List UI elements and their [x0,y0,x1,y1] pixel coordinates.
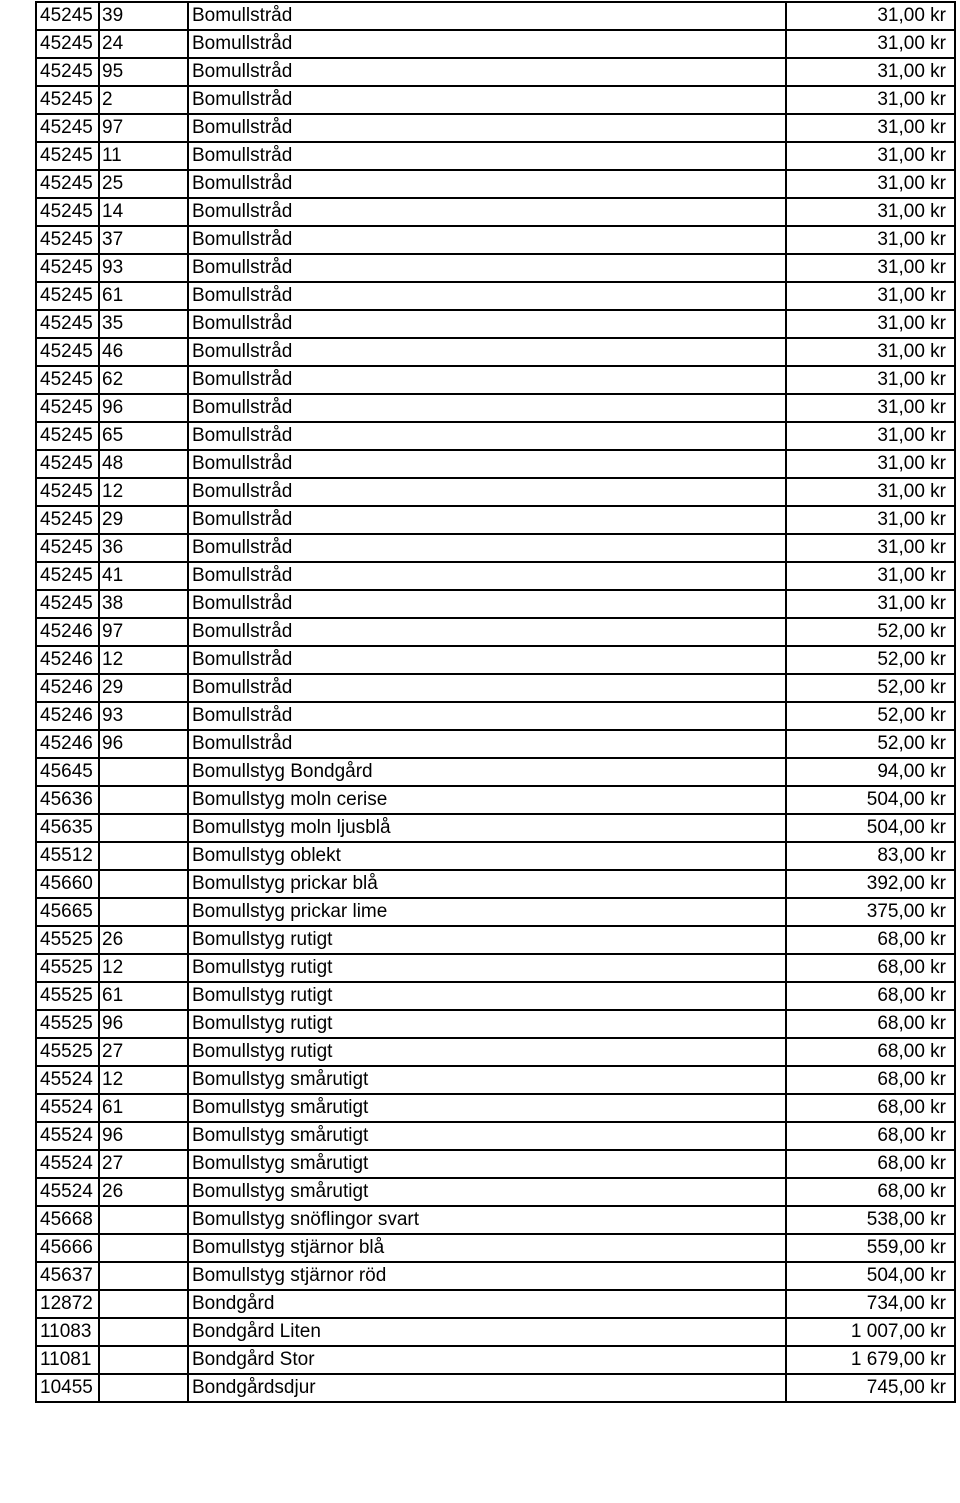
price-cell: 504,00 kr [786,786,955,814]
article-code-cell: 45246 [36,702,99,730]
variant-code-cell [99,1346,188,1374]
article-code-cell: 45524 [36,1094,99,1122]
article-code-cell: 45245 [36,254,99,282]
product-name-cell: Bomullstråd [188,114,786,142]
variant-code-cell: 39 [99,2,188,30]
product-name-cell: Bomullstråd [188,618,786,646]
price-cell: 94,00 kr [786,758,955,786]
article-code-cell: 45660 [36,870,99,898]
variant-code-cell: 11 [99,142,188,170]
price-cell: 68,00 kr [786,1178,955,1206]
table-row [36,58,955,86]
article-code-cell: 45245 [36,2,99,30]
table-row [36,702,955,730]
price-cell: 31,00 kr [786,282,955,310]
price-cell: 31,00 kr [786,478,955,506]
variant-code-cell: 62 [99,366,188,394]
variant-code-cell: 97 [99,618,188,646]
price-cell: 31,00 kr [786,590,955,618]
variant-code-cell: 12 [99,1066,188,1094]
price-cell: 68,00 kr [786,982,955,1010]
price-cell: 31,00 kr [786,58,955,86]
table-row [36,170,955,198]
article-code-cell: 45524 [36,1122,99,1150]
price-cell: 31,00 kr [786,366,955,394]
article-code-cell: 12872 [36,1290,99,1318]
table-row [36,450,955,478]
product-name-cell: Bomullstyg smårutigt [188,1066,786,1094]
variant-code-cell: 29 [99,674,188,702]
product-name-cell: Bomullstråd [188,702,786,730]
article-code-cell: 45524 [36,1066,99,1094]
product-name-cell: Bomullstråd [188,478,786,506]
variant-code-cell: 26 [99,1178,188,1206]
price-cell: 734,00 kr [786,1290,955,1318]
article-code-cell: 45666 [36,1234,99,1262]
price-cell: 31,00 kr [786,2,955,30]
product-name-cell: Bomullstråd [188,422,786,450]
product-name-cell: Bomullstråd [188,394,786,422]
table-row [36,982,955,1010]
price-cell: 52,00 kr [786,646,955,674]
price-cell: 31,00 kr [786,254,955,282]
table-row [36,842,955,870]
table-row [36,142,955,170]
article-code-cell: 45245 [36,170,99,198]
table-row [36,366,955,394]
variant-code-cell [99,842,188,870]
price-cell: 31,00 kr [786,422,955,450]
table-row [36,478,955,506]
article-code-cell: 45245 [36,310,99,338]
product-name-cell: Bomullstyg rutigt [188,926,786,954]
article-code-cell: 45246 [36,674,99,702]
variant-code-cell: 35 [99,310,188,338]
product-name-cell: Bomullstyg moln cerise [188,786,786,814]
article-code-cell: 45524 [36,1178,99,1206]
price-cell: 31,00 kr [786,450,955,478]
table-row [36,898,955,926]
table-row [36,338,955,366]
table-row [36,114,955,142]
product-name-cell: Bomullstråd [188,534,786,562]
price-cell: 31,00 kr [786,198,955,226]
variant-code-cell: 36 [99,534,188,562]
variant-code-cell: 96 [99,1122,188,1150]
variant-code-cell: 46 [99,338,188,366]
variant-code-cell: 61 [99,982,188,1010]
price-cell: 68,00 kr [786,1094,955,1122]
table-row [36,226,955,254]
price-cell: 1 007,00 kr [786,1318,955,1346]
product-name-cell: Bomullstråd [188,674,786,702]
product-name-cell: Bomullstyg smårutigt [188,1094,786,1122]
variant-code-cell [99,786,188,814]
product-name-cell: Bomullstyg prickar blå [188,870,786,898]
variant-code-cell [99,814,188,842]
variant-code-cell: 12 [99,646,188,674]
price-cell: 83,00 kr [786,842,955,870]
product-name-cell: Bomullstråd [188,170,786,198]
variant-code-cell: 12 [99,954,188,982]
article-code-cell: 45245 [36,422,99,450]
price-cell: 392,00 kr [786,870,955,898]
price-cell: 31,00 kr [786,310,955,338]
product-name-cell: Bomullstråd [188,730,786,758]
product-name-cell: Bomullstyg rutigt [188,1010,786,1038]
table-row [36,562,955,590]
table-row [36,30,955,58]
price-list-body [36,2,955,1402]
variant-code-cell: 61 [99,1094,188,1122]
product-name-cell: Bomullstråd [188,366,786,394]
article-code-cell: 45245 [36,58,99,86]
price-cell: 31,00 kr [786,142,955,170]
price-cell: 31,00 kr [786,562,955,590]
price-cell: 68,00 kr [786,954,955,982]
product-name-cell: Bomullstyg stjärnor blå [188,1234,786,1262]
table-row [36,282,955,310]
price-cell: 1 679,00 kr [786,1346,955,1374]
article-code-cell: 45245 [36,86,99,114]
product-name-cell: Bomullstråd [188,142,786,170]
variant-code-cell: 2 [99,86,188,114]
product-name-cell: Bondgårdsdjur [188,1374,786,1402]
table-row [36,1094,955,1122]
article-code-cell: 45668 [36,1206,99,1234]
article-code-cell: 45245 [36,394,99,422]
price-cell: 68,00 kr [786,926,955,954]
article-code-cell: 45246 [36,646,99,674]
variant-code-cell: 96 [99,394,188,422]
variant-code-cell: 61 [99,282,188,310]
product-name-cell: Bomullstråd [188,338,786,366]
article-code-cell: 45525 [36,926,99,954]
product-name-cell: Bomullstyg oblekt [188,842,786,870]
variant-code-cell: 95 [99,58,188,86]
article-code-cell: 45245 [36,338,99,366]
variant-code-cell: 37 [99,226,188,254]
variant-code-cell: 65 [99,422,188,450]
article-code-cell: 45245 [36,450,99,478]
price-cell: 504,00 kr [786,814,955,842]
table-row [36,2,955,30]
price-cell: 52,00 kr [786,674,955,702]
price-cell: 559,00 kr [786,1234,955,1262]
article-code-cell: 45525 [36,1038,99,1066]
table-row [36,674,955,702]
variant-code-cell: 14 [99,198,188,226]
price-cell: 31,00 kr [786,506,955,534]
article-code-cell: 45245 [36,282,99,310]
price-cell: 68,00 kr [786,1038,955,1066]
product-name-cell: Bomullstråd [188,198,786,226]
product-name-cell: Bomullstyg Bondgård [188,758,786,786]
variant-code-cell: 26 [99,926,188,954]
table-row [36,86,955,114]
product-name-cell: Bomullstråd [188,562,786,590]
article-code-cell: 45245 [36,142,99,170]
variant-code-cell: 38 [99,590,188,618]
variant-code-cell: 93 [99,254,188,282]
product-name-cell: Bomullstyg snöflingor svart [188,1206,786,1234]
price-cell: 52,00 kr [786,618,955,646]
price-cell: 745,00 kr [786,1374,955,1402]
variant-code-cell: 93 [99,702,188,730]
product-name-cell: Bomullstyg smårutigt [188,1150,786,1178]
variant-code-cell: 27 [99,1038,188,1066]
article-code-cell: 10455 [36,1374,99,1402]
product-name-cell: Bomullstråd [188,86,786,114]
table-row [36,198,955,226]
article-code-cell: 45512 [36,842,99,870]
article-code-cell: 45525 [36,982,99,1010]
table-row [36,394,955,422]
variant-code-cell: 96 [99,1010,188,1038]
variant-code-cell: 29 [99,506,188,534]
variant-code-cell: 96 [99,730,188,758]
article-code-cell: 45665 [36,898,99,926]
product-name-cell: Bomullstråd [188,2,786,30]
price-cell: 31,00 kr [786,170,955,198]
table-row [36,534,955,562]
article-code-cell: 45636 [36,786,99,814]
table-row [36,1122,955,1150]
variant-code-cell: 41 [99,562,188,590]
table-row [36,1346,955,1374]
article-code-cell: 45525 [36,954,99,982]
price-cell: 31,00 kr [786,338,955,366]
table-row [36,954,955,982]
variant-code-cell [99,1234,188,1262]
table-row [36,1010,955,1038]
variant-code-cell [99,870,188,898]
article-code-cell: 45245 [36,590,99,618]
product-name-cell: Bomullstråd [188,646,786,674]
variant-code-cell: 24 [99,30,188,58]
product-name-cell: Bomullstråd [188,254,786,282]
product-name-cell: Bomullstyg stjärnor röd [188,1262,786,1290]
article-code-cell: 45245 [36,562,99,590]
article-code-cell: 45525 [36,1010,99,1038]
article-code-cell: 45245 [36,198,99,226]
table-row [36,618,955,646]
price-cell: 68,00 kr [786,1122,955,1150]
table-row [36,1318,955,1346]
variant-code-cell: 97 [99,114,188,142]
article-code-cell: 45245 [36,506,99,534]
table-row [36,926,955,954]
table-row [36,730,955,758]
product-name-cell: Bomullstråd [188,310,786,338]
product-name-cell: Bomullstyg rutigt [188,1038,786,1066]
price-cell: 68,00 kr [786,1010,955,1038]
article-code-cell: 45245 [36,226,99,254]
table-row [36,1038,955,1066]
product-name-cell: Bomullstyg rutigt [188,982,786,1010]
table-row [36,310,955,338]
price-cell: 31,00 kr [786,226,955,254]
product-name-cell: Bomullstråd [188,506,786,534]
variant-code-cell: 25 [99,170,188,198]
article-code-cell: 45245 [36,30,99,58]
price-cell: 52,00 kr [786,730,955,758]
table-row [36,1178,955,1206]
product-name-cell: Bomullstyg moln ljusblå [188,814,786,842]
variant-code-cell [99,1206,188,1234]
variant-code-cell [99,1318,188,1346]
product-name-cell: Bomullstråd [188,450,786,478]
article-code-cell: 45645 [36,758,99,786]
product-name-cell: Bondgård Stor [188,1346,786,1374]
variant-code-cell: 48 [99,450,188,478]
variant-code-cell: 12 [99,478,188,506]
variant-code-cell: 27 [99,1150,188,1178]
product-name-cell: Bondgård Liten [188,1318,786,1346]
article-code-cell: 45637 [36,1262,99,1290]
article-code-cell: 45524 [36,1150,99,1178]
table-row [36,1374,955,1402]
table-row [36,1206,955,1234]
table-row [36,254,955,282]
price-cell: 68,00 kr [786,1150,955,1178]
article-code-cell: 11083 [36,1318,99,1346]
table-row [36,422,955,450]
table-row [36,1290,955,1318]
article-code-cell: 45245 [36,478,99,506]
price-cell: 31,00 kr [786,114,955,142]
product-name-cell: Bondgård [188,1290,786,1318]
product-name-cell: Bomullstyg rutigt [188,954,786,982]
product-name-cell: Bomullstyg prickar lime [188,898,786,926]
product-name-cell: Bomullstråd [188,30,786,58]
price-cell: 52,00 kr [786,702,955,730]
variant-code-cell [99,1262,188,1290]
product-name-cell: Bomullstråd [188,590,786,618]
product-name-cell: Bomullstyg smårutigt [188,1178,786,1206]
table-row [36,1150,955,1178]
article-code-cell: 11081 [36,1346,99,1374]
article-code-cell: 45245 [36,114,99,142]
product-name-cell: Bomullstråd [188,282,786,310]
table-row [36,870,955,898]
table-row [36,786,955,814]
variant-code-cell [99,1374,188,1402]
table-row [36,506,955,534]
price-cell: 31,00 kr [786,86,955,114]
table-row [36,1234,955,1262]
price-cell: 31,00 kr [786,30,955,58]
article-code-cell: 45246 [36,618,99,646]
product-name-cell: Bomullstråd [188,58,786,86]
variant-code-cell [99,1290,188,1318]
article-code-cell: 45245 [36,366,99,394]
article-code-cell: 45246 [36,730,99,758]
product-name-cell: Bomullstråd [188,226,786,254]
table-row [36,758,955,786]
table-row [36,1066,955,1094]
product-name-cell: Bomullstyg smårutigt [188,1122,786,1150]
variant-code-cell [99,758,188,786]
price-cell: 31,00 kr [786,534,955,562]
article-code-cell: 45245 [36,534,99,562]
price-cell: 504,00 kr [786,1262,955,1290]
table-row [36,646,955,674]
price-list-table [35,1,956,1403]
price-cell: 31,00 kr [786,394,955,422]
table-row [36,590,955,618]
article-code-cell: 45635 [36,814,99,842]
table-row [36,814,955,842]
price-cell: 538,00 kr [786,1206,955,1234]
table-row [36,1262,955,1290]
price-cell: 375,00 kr [786,898,955,926]
variant-code-cell [99,898,188,926]
price-cell: 68,00 kr [786,1066,955,1094]
